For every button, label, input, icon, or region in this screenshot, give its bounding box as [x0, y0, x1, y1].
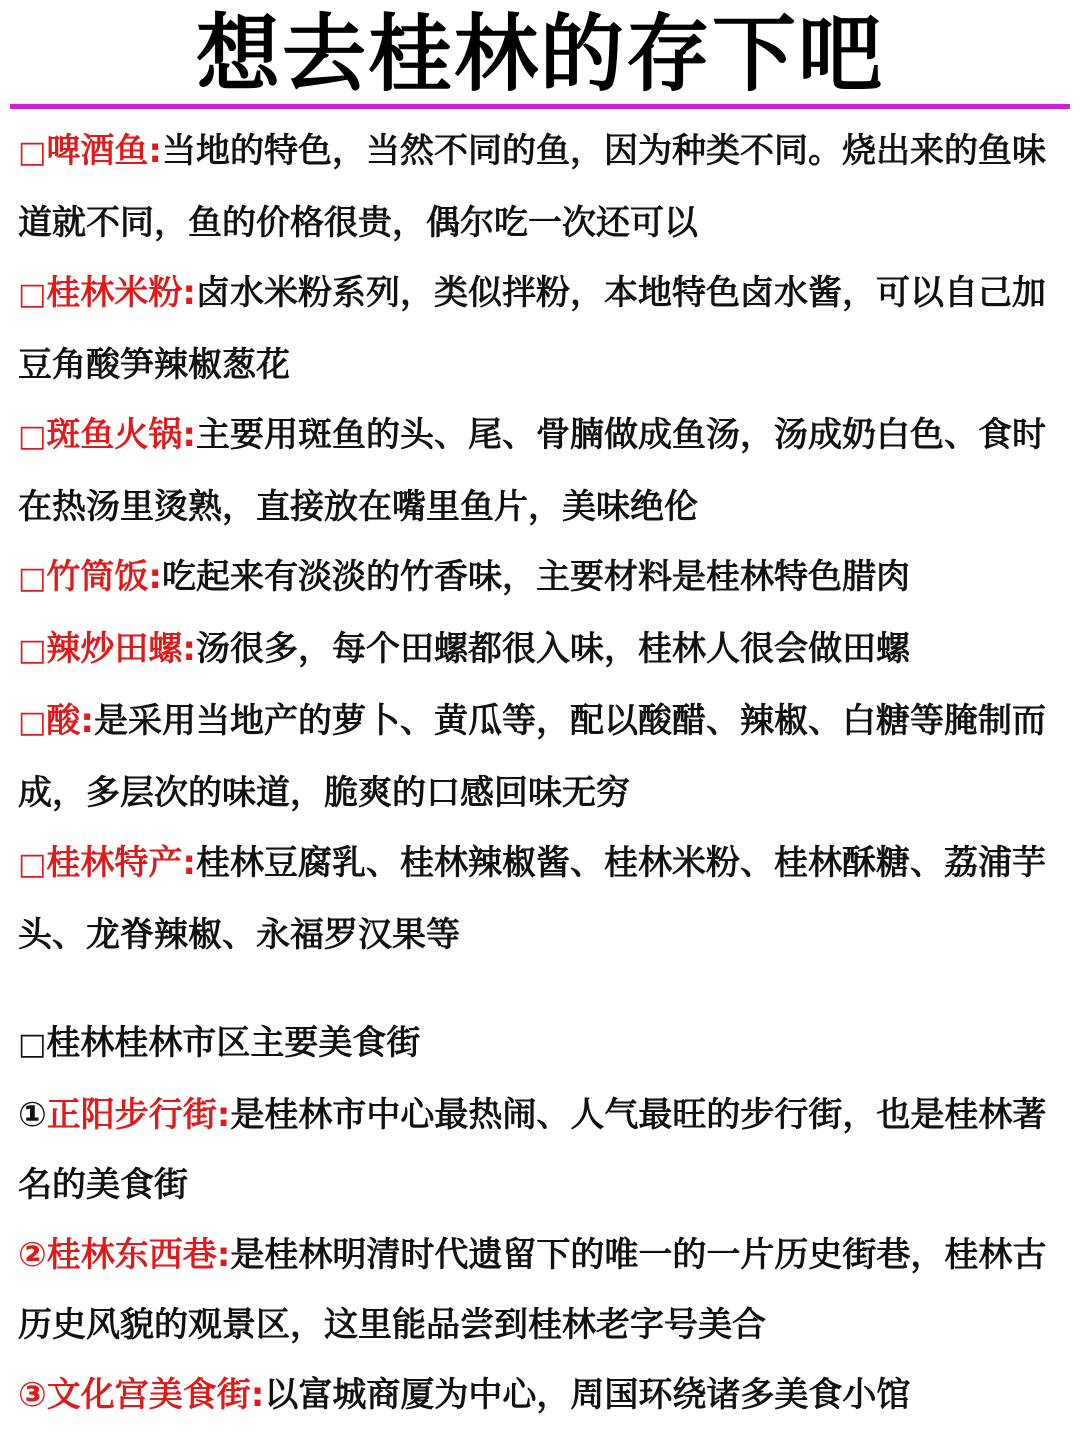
food-description: 桂林豆腐乳、桂林辣椒酱、桂林米粉、桂林酥糖、荔浦芋头、龙脊辣椒、永福罗汉果等: [18, 843, 1046, 955]
food-label: 竹筒饭:: [46, 557, 162, 597]
food-item-rice-noodle: [18, 258, 1064, 400]
number-badge: ①: [18, 1095, 47, 1135]
food-label: 桂林特产:: [46, 843, 196, 883]
bullet-icon: □: [18, 1027, 47, 1062]
street-label: 文化宫美食街:: [46, 1375, 265, 1415]
food-label: 啤酒鱼:: [46, 131, 162, 171]
street-description: 是桂林明清时代遗留下的唯一的一片历史街巷，桂林古历史风貌的观景区，这里能品尝到桂林老字号美合: [18, 1235, 1047, 1345]
section-heading-text: 桂林桂林市区主要美食街: [46, 1023, 421, 1063]
number-badge: ③: [18, 1375, 47, 1415]
bullet-icon: □: [18, 847, 47, 882]
food-label: 酸:: [46, 701, 94, 741]
page-title: 想去桂林的存下吧: [195, 5, 884, 103]
food-description: 当地的特色，当然不同的鱼，因为种类不同。烧出来的鱼味道就不同，鱼的价格很贵，偶尔吃一次还可以: [18, 131, 1046, 243]
food-item-spicy-snails: [18, 614, 1064, 686]
streets-heading: [18, 1008, 1064, 1080]
bullet-icon: □: [18, 419, 47, 454]
bullet-icon: □: [18, 561, 47, 596]
bullet-icon: □: [18, 135, 47, 170]
street-label: 桂林东西巷:: [46, 1235, 231, 1275]
street-description: 以富城商厦为中心，周国环绕诸多美食小馆: [264, 1375, 911, 1415]
bullet-icon: □: [18, 705, 47, 740]
food-description: 是采用当地产的萝卜、黄瓜等，配以酸醋、辣椒、白糖等腌制而成，多层次的味道，脆爽的口感回味无穷: [18, 701, 1046, 813]
street-description: 是桂林市中心最热闹、人气最旺的步行街，也是桂林著名的美食街: [18, 1095, 1047, 1205]
food-label: 桂林米粉:: [46, 273, 196, 313]
food-description: 吃起来有淡淡的竹香味，主要材料是桂林特色腊肉: [161, 557, 910, 597]
food-label: 斑鱼火锅:: [46, 415, 196, 455]
number-badge: ②: [18, 1235, 47, 1275]
food-label: 辣炒田螺:: [46, 629, 196, 669]
food-item-pickles: [18, 686, 1064, 828]
title-divider: [10, 104, 1070, 109]
food-description: 主要用斑鱼的头、尾、骨腩做成鱼汤，汤成奶白色、食时在热汤里烫熟，直接放在嘴里鱼片，美味绝伦: [18, 415, 1046, 527]
article-body: [18, 116, 1064, 1430]
street-item-dongxi-lane: [18, 1220, 1064, 1360]
food-item-beer-fish: [18, 116, 1064, 258]
food-item-bamboo-rice: [18, 542, 1064, 614]
street-label: 正阳步行街:: [46, 1095, 231, 1135]
food-description: 汤很多，每个田螺都很入味，桂林人很会做田螺: [195, 629, 910, 669]
food-item-specialties: [18, 828, 1064, 970]
bullet-icon: □: [18, 633, 47, 668]
food-description: 卤水米粉系列，类似拌粉，本地特色卤水酱，可以自己加豆角酸笋辣椒葱花: [18, 273, 1046, 385]
street-item-zhengyang: [18, 1080, 1064, 1220]
street-item-wenhuagong: [18, 1360, 1064, 1430]
food-item-fish-hotpot: [18, 400, 1064, 542]
bullet-icon: □: [18, 277, 47, 312]
